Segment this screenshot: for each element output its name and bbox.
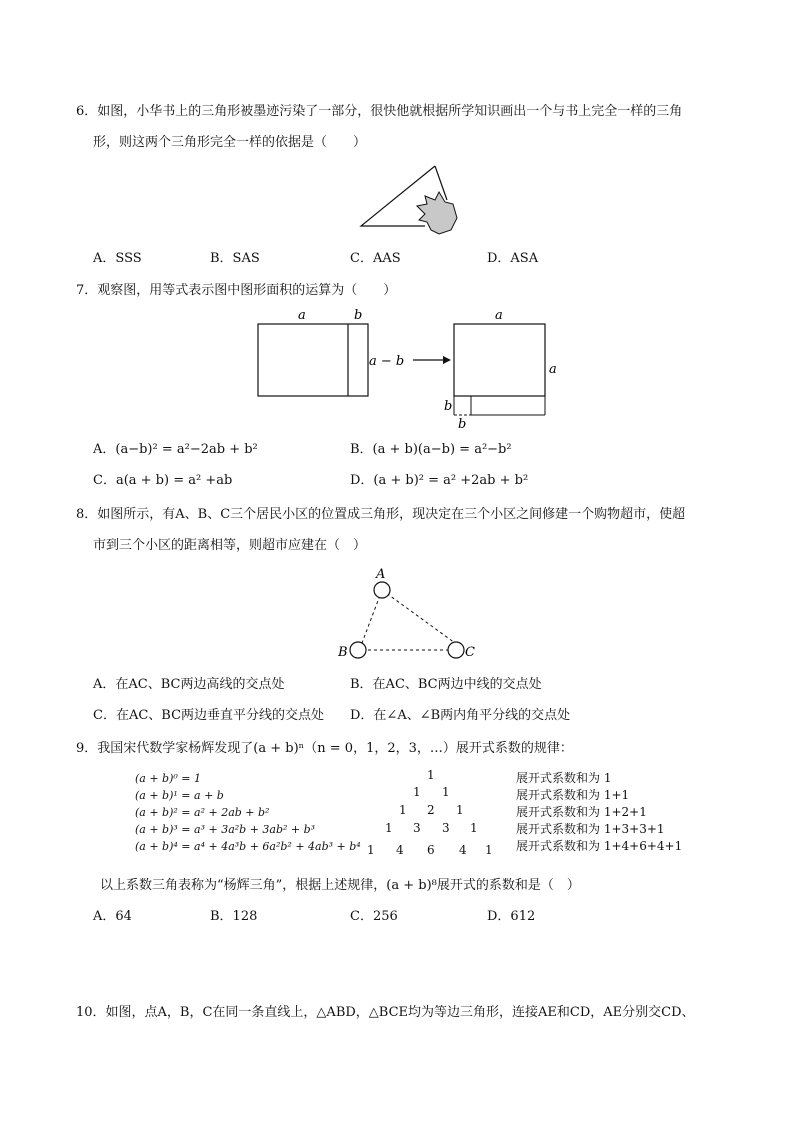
q8-label-b: B — [338, 645, 348, 660]
q7-right-square — [454, 324, 545, 396]
q8-stem-line1: 8．如图所示，有A、B、C三个居民小区的位置成三角形，现决定在三个小区之间修建一个购物超市，使超 — [76, 507, 686, 522]
q9-sum-4: 展开式系数和为 1+4+6+4+1 — [516, 839, 683, 853]
q8-option-a[interactable]: A．在AC、BC两边高线的交点处 — [93, 677, 285, 692]
q8-option-d[interactable]: D．在∠A、∠B两内角平分线的交点处 — [350, 708, 571, 723]
q8-label-a: A — [376, 567, 386, 582]
q9-option-a[interactable]: A．64 — [93, 909, 132, 924]
q8-point-c — [448, 642, 464, 658]
q6-option-c[interactable]: C．AAS — [350, 251, 401, 266]
q7-label-a-top-left: a — [298, 308, 306, 323]
q8-stem-line2: 市到三个小区的距离相等，则超市应建在（ ） — [93, 538, 367, 553]
q6-triangle-figure — [355, 160, 465, 240]
q7-option-b[interactable]: B．(a + b)(a−b) = a²−b² — [350, 442, 512, 457]
q9-tri-r3-1: 3 — [413, 821, 421, 835]
q9-tri-r4-1: 4 — [396, 843, 404, 857]
q8-point-b — [350, 642, 366, 658]
q6-ink-blot — [417, 192, 457, 234]
q8-point-a — [374, 582, 390, 598]
q8-label-c: C — [465, 645, 475, 660]
q9-tri-r3-0: 1 — [385, 821, 393, 835]
q8-option-c[interactable]: C．在AC、BC两边垂直平分线的交点处 — [93, 708, 325, 723]
q8-figure — [335, 563, 485, 663]
q7-option-c[interactable]: C．a(a + b) = a² +ab — [93, 473, 233, 488]
q9-question: 以上系数三角表称为“杨辉三角”，根据上述规律，(a + b)⁸展开式的系数和是（ ） — [100, 878, 580, 893]
q9-tri-r4-3: 4 — [459, 843, 467, 857]
q9-tri-r4-2: 6 — [427, 843, 435, 857]
q8-option-b[interactable]: B．在AC、BC两边中线的交点处 — [350, 677, 542, 692]
q9-tri-r2-0: 1 — [399, 803, 407, 817]
q9-tri-r2-2: 1 — [456, 803, 464, 817]
q6-option-a[interactable]: A．SSS — [93, 251, 142, 266]
q9-tri-r3-3: 1 — [470, 821, 478, 835]
q9-tri-r0-0: 1 — [427, 768, 435, 782]
q9-tri-r4-0: 1 — [367, 843, 375, 857]
q9-tri-r3-2: 3 — [442, 821, 450, 835]
q9-tri-r2-1: 2 — [427, 803, 435, 817]
q7-option-a[interactable]: A．(a−b)² = a²−2ab + b² — [93, 442, 258, 457]
q9-expansion-4: (a + b)⁴ = a⁴ + 4a³b + 6a²b² + 4ab³ + b⁴ — [135, 840, 361, 853]
q9-expansion-0: (a + b)⁰ = 1 — [135, 772, 202, 785]
q9-option-d[interactable]: D．612 — [487, 909, 536, 924]
q9-expansions — [135, 770, 361, 855]
q10-stem: 10．如图，点A，B，C在同一条直线上，△ABD，△BCE均为等边三角形，连接AE和CD，AE分别交CD、 — [76, 1005, 695, 1020]
q9-coefficient-sums — [516, 770, 682, 855]
q7-label-b-bottom: b — [458, 417, 467, 432]
q9-expansion-1: (a + b)¹ = a + b — [135, 789, 224, 802]
q9-sum-1: 展开式系数和为 1+1 — [516, 788, 630, 802]
q9-stem: 9．我国宋代数学家杨辉发现了(a + b)ⁿ（n = 0，1，2，3，…）展开式系数的规律： — [76, 741, 573, 756]
q7-label-a-top-right: a — [495, 308, 503, 323]
q6-stem-line2: 形，则这两个三角形完全一样的依据是（ ） — [93, 135, 367, 150]
q9-expansion-3: (a + b)³ = a³ + 3a²b + 3ab² + b³ — [135, 823, 316, 836]
q9-sum-2: 展开式系数和为 1+2+1 — [516, 805, 647, 819]
q9-option-b[interactable]: B．128 — [210, 909, 258, 924]
q7-label-b-left: b — [444, 399, 453, 414]
q7-figure — [250, 305, 570, 435]
q9-tri-r4-4: 1 — [485, 843, 493, 857]
q9-tri-r1-0: 1 — [413, 785, 421, 799]
q9-sum-3: 展开式系数和为 1+3+3+1 — [516, 822, 665, 836]
q7-label-b-top: b — [354, 308, 363, 323]
q7-label-a-minus-b: a − b — [369, 354, 405, 369]
q7-stem: 7．观察图，用等式表示图中图形面积的运算为（ ） — [76, 283, 397, 298]
q9-tri-r1-1: 1 — [442, 785, 450, 799]
q9-sum-0: 展开式系数和为 1 — [516, 771, 612, 785]
q6-option-d[interactable]: D．ASA — [487, 251, 539, 266]
q7-option-d[interactable]: D．(a + b)² = a² +2ab + b² — [350, 473, 529, 488]
q6-stem-line1: 6．如图，小华书上的三角形被墨迹污染了一部分，很快他就根据所学知识画出一个与书上完全一样的三角 — [76, 104, 683, 119]
q7-label-a-right: a — [549, 362, 557, 377]
q9-option-c[interactable]: C．256 — [350, 909, 398, 924]
q9-expansion-2: (a + b)² = a² + 2ab + b² — [135, 806, 270, 819]
q6-option-b[interactable]: B．SAS — [210, 251, 260, 266]
q7-left-rect — [258, 324, 368, 396]
